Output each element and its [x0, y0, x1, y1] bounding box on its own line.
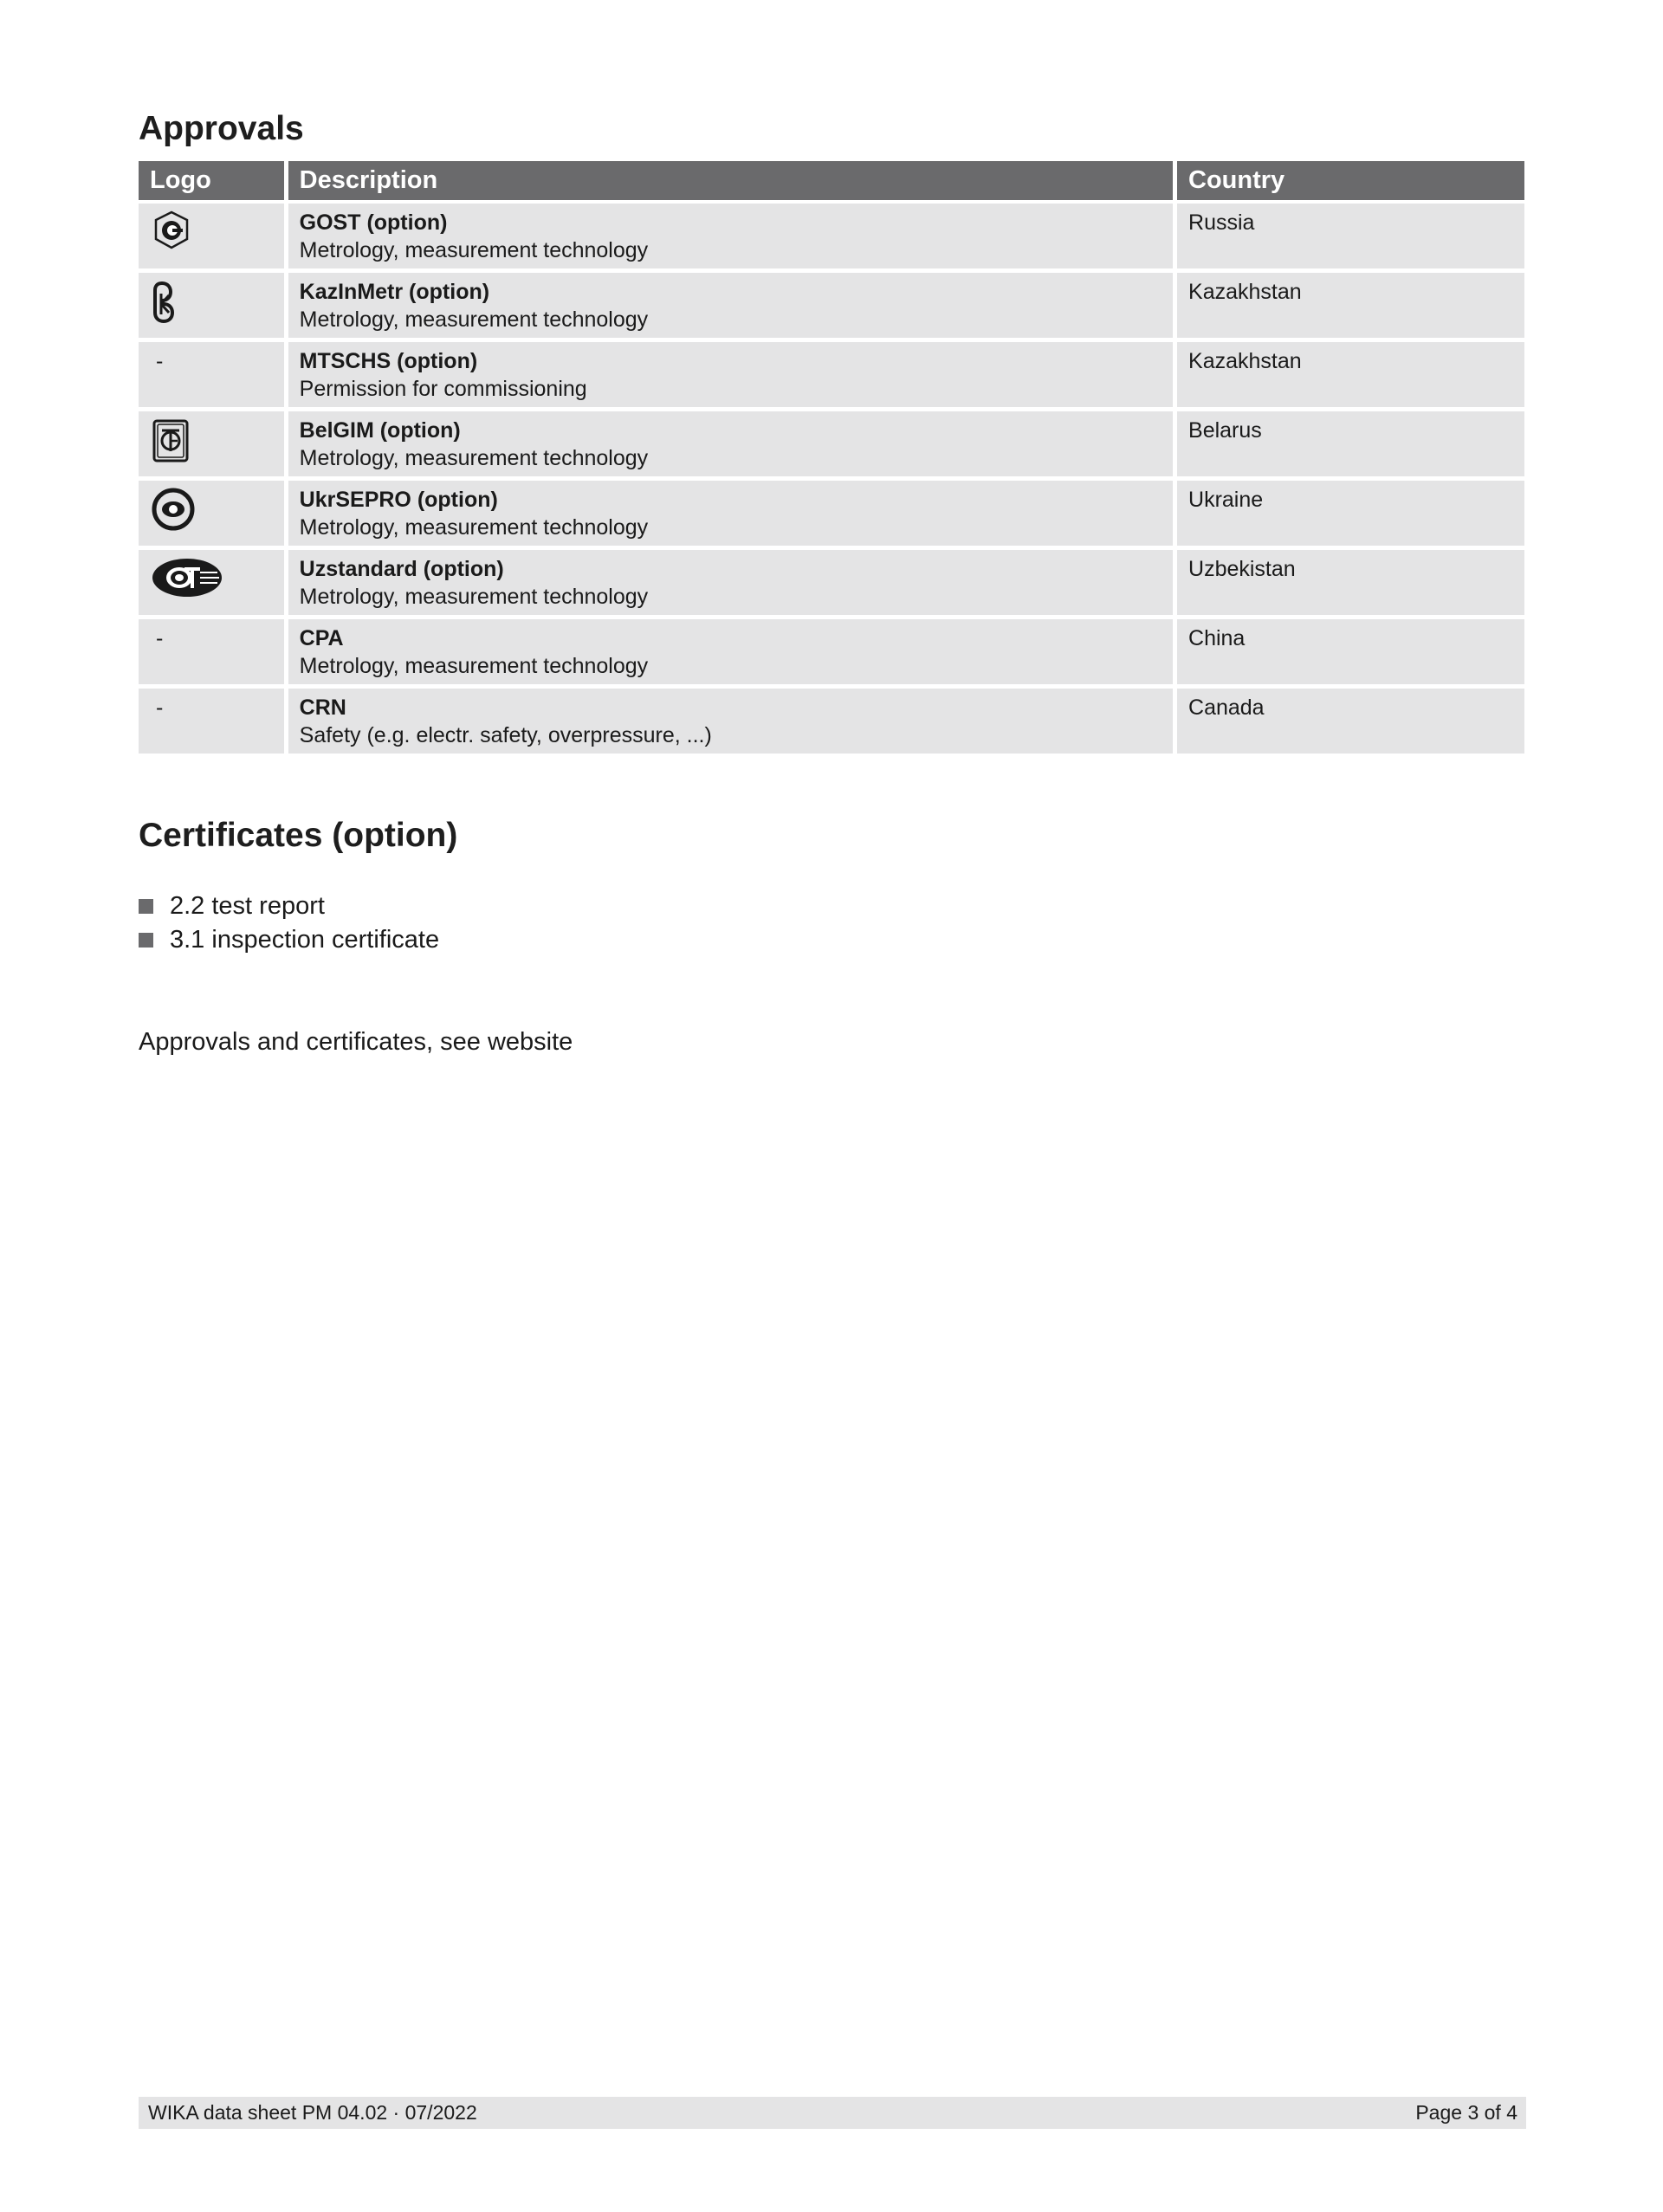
column-header-logo: Logo: [139, 161, 288, 204]
page-footer: [139, 2097, 1526, 2129]
logo-cell: [139, 619, 288, 689]
approval-name: CRN: [299, 695, 346, 720]
logo-cell: [139, 411, 288, 481]
table-header-row: [139, 161, 1524, 204]
approval-description: Metrology, measurement technology: [299, 307, 649, 332]
belgim-icon: [150, 417, 193, 463]
uzstandard-icon: [150, 555, 224, 600]
logo-cell: [139, 550, 288, 619]
certificate-item-label: 3.1 inspection certificate: [170, 926, 440, 954]
no-logo-dash: -: [156, 349, 164, 373]
approval-name: Uzstandard (option): [299, 557, 504, 581]
country-cell: Ukraine: [1177, 481, 1524, 550]
country-cell: Kazakhstan: [1177, 342, 1524, 411]
description-cell: [288, 689, 1177, 754]
website-note: Approvals and certificates, see website: [139, 1028, 573, 1056]
certificates-heading: Certificates (option): [139, 817, 458, 854]
description-cell: [288, 619, 1177, 689]
table-row: [139, 342, 1524, 411]
approval-description: Metrology, measurement technology: [299, 585, 649, 609]
table-row: [139, 550, 1524, 619]
description-cell: [288, 550, 1177, 619]
logo-cell: [139, 204, 288, 273]
table-row: [139, 273, 1524, 342]
no-logo-dash: -: [156, 626, 164, 650]
square-bullet-icon: [139, 899, 153, 914]
country-cell: Belarus: [1177, 411, 1524, 481]
description-cell: [288, 204, 1177, 273]
approval-description: Permission for commissioning: [299, 377, 587, 401]
approvals-heading: Approvals: [139, 110, 304, 147]
approval-description: Metrology, measurement technology: [299, 515, 649, 540]
kazinmetr-icon: [150, 278, 193, 325]
footer-page-number: Page 3 of 4: [1415, 2101, 1517, 2124]
list-item: [139, 923, 439, 957]
table-row: [139, 481, 1524, 550]
country-cell: Uzbekistan: [1177, 550, 1524, 619]
footer-document-id: WIKA data sheet PM 04.02 · 07/2022: [148, 2101, 477, 2124]
approval-name: CPA: [299, 626, 344, 650]
approval-description: Metrology, measurement technology: [299, 446, 649, 470]
country-cell: Kazakhstan: [1177, 273, 1524, 342]
column-header-country: Country: [1177, 161, 1524, 204]
table-row: [139, 689, 1524, 754]
country-cell: Canada: [1177, 689, 1524, 754]
logo-cell: [139, 342, 288, 411]
ukrsepro-icon: [150, 486, 197, 533]
table-row: [139, 204, 1524, 273]
column-header-description: Description: [288, 161, 1177, 204]
description-cell: [288, 342, 1177, 411]
logo-cell: [139, 481, 288, 550]
approval-name: MTSCHS (option): [299, 349, 478, 373]
approval-description: Metrology, measurement technology: [299, 238, 649, 262]
description-cell: [288, 481, 1177, 550]
square-bullet-icon: [139, 933, 153, 948]
approval-name: GOST (option): [299, 210, 448, 235]
approval-name: BelGIM (option): [299, 418, 461, 443]
list-item: [139, 889, 439, 923]
description-cell: [288, 411, 1177, 481]
no-logo-dash: -: [156, 695, 164, 720]
country-cell: Russia: [1177, 204, 1524, 273]
certificate-item-label: 2.2 test report: [170, 892, 325, 920]
country-cell: China: [1177, 619, 1524, 689]
logo-cell: [139, 273, 288, 342]
certificates-list: [139, 889, 439, 957]
approval-name: UkrSEPRO (option): [299, 488, 498, 512]
logo-cell: [139, 689, 288, 754]
gost-icon: [150, 209, 193, 252]
approval-name: KazInMetr (option): [299, 280, 490, 304]
table-row: [139, 411, 1524, 481]
approval-description: Metrology, measurement technology: [299, 654, 649, 678]
approvals-table: [139, 161, 1524, 754]
approval-description: Safety (e.g. electr. safety, overpressure, ...): [299, 723, 712, 747]
table-row: [139, 619, 1524, 689]
description-cell: [288, 273, 1177, 342]
